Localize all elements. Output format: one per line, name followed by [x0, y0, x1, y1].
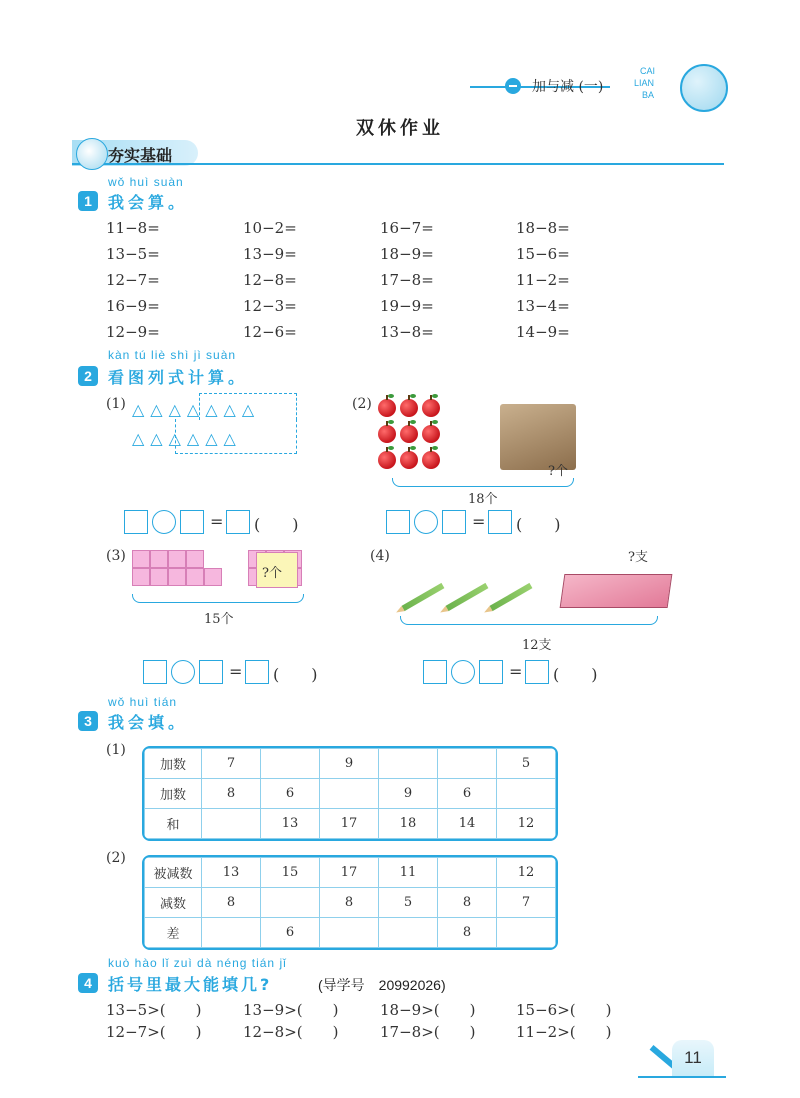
pencil-case-icon	[560, 574, 673, 608]
s2-part2-label: (2)	[352, 396, 372, 412]
s4-pinyin: kuò hào lǐ zuì dà néng tián jǐ	[108, 956, 287, 970]
equation-item: 12−3=	[243, 297, 297, 315]
s3-number-badge: 3	[78, 711, 98, 731]
equals-sign: =	[210, 512, 224, 531]
inequality-item: 11−2>( )	[516, 1023, 612, 1041]
table-cell[interactable]	[261, 749, 320, 779]
equation-item: 10−2=	[243, 219, 297, 237]
total-brace-4	[400, 616, 658, 625]
operator-circle[interactable]	[414, 510, 438, 534]
table-cell: 8	[202, 888, 261, 918]
total-label-4: 12支	[522, 638, 552, 653]
table-cell[interactable]	[497, 779, 556, 809]
equation-item: 17−8=	[380, 271, 434, 289]
table-cell[interactable]	[202, 809, 261, 839]
equation-item: 12−9=	[106, 323, 160, 341]
apple-icon	[422, 399, 440, 417]
table-cell[interactable]	[379, 918, 438, 948]
chapter-marker-icon	[505, 78, 521, 94]
answer-box[interactable]	[423, 660, 447, 684]
table-cell[interactable]	[379, 749, 438, 779]
table-cell: 5	[497, 749, 556, 779]
apple-icon	[378, 451, 396, 469]
table-cell: 9	[320, 749, 379, 779]
pencil-icon	[402, 583, 445, 611]
inequality-item: 13−5>( )	[106, 1001, 202, 1019]
table-cell: 17	[320, 809, 379, 839]
table-cell: 17	[320, 858, 379, 888]
banner-title: 夯实基础	[108, 146, 173, 165]
row-header: 加数	[145, 749, 202, 779]
equation-item: 16−9=	[106, 297, 160, 315]
equals-sign: =	[509, 662, 523, 681]
apple-icon	[422, 451, 440, 469]
unit-parentheses: ( )	[273, 665, 318, 684]
table-cell[interactable]	[261, 888, 320, 918]
kids-mascot-icon	[76, 138, 108, 170]
equation-item: 13−4=	[516, 297, 570, 315]
table-cell[interactable]	[202, 918, 261, 948]
table-cell[interactable]	[438, 749, 497, 779]
s4-number-badge: 4	[78, 973, 98, 993]
row-header: 减数	[145, 888, 202, 918]
inequality-item: 12−7>( )	[106, 1023, 202, 1041]
table-cell: 8	[202, 779, 261, 809]
row-header: 差	[145, 918, 202, 948]
cube-unknown-label: ?个	[262, 566, 282, 581]
apple-icon	[400, 451, 418, 469]
equals-sign: =	[229, 662, 243, 681]
unit-parentheses: ( )	[254, 515, 299, 534]
s4-title: 括号里最大能填几?	[108, 975, 273, 994]
table-cell: 13	[261, 809, 320, 839]
s2-part3-label: (3)	[106, 548, 126, 564]
table-cell: 8	[438, 888, 497, 918]
table-cell: 6	[261, 779, 320, 809]
apple-icon	[378, 399, 396, 417]
total-brace-3	[132, 594, 304, 603]
equation-item: 13−8=	[380, 323, 434, 341]
table-cell: 8	[320, 888, 379, 918]
answer-box[interactable]	[124, 510, 148, 534]
table-cell: 7	[202, 749, 261, 779]
table-cell: 12	[497, 858, 556, 888]
s3-part2-label: (2)	[106, 850, 126, 866]
answer-box[interactable]	[525, 660, 549, 684]
cube-block-left	[132, 550, 222, 586]
s2-title: 看图列式计算。	[108, 368, 249, 387]
unit-parentheses: ( )	[516, 515, 561, 534]
operator-circle[interactable]	[152, 510, 176, 534]
s2-part1-label: (1)	[106, 396, 126, 412]
operator-circle[interactable]	[171, 660, 195, 684]
total-brace-2	[392, 478, 574, 487]
answer-box[interactable]	[143, 660, 167, 684]
page-title: 双休作业	[356, 118, 444, 139]
s2-pinyin: kàn tú liè shì jì suàn	[108, 348, 237, 362]
inequality-item: 18−9>( )	[380, 1001, 476, 1019]
equation-item: 13−9=	[243, 245, 297, 263]
table-cell[interactable]	[497, 918, 556, 948]
table-cell[interactable]	[320, 918, 379, 948]
row-header: 和	[145, 809, 202, 839]
apple-icon	[400, 399, 418, 417]
equation-item: 11−8=	[106, 219, 160, 237]
pencil-icon	[446, 583, 489, 611]
table-cell: 15	[261, 858, 320, 888]
answer-box[interactable]	[245, 660, 269, 684]
subtraction-table	[142, 855, 558, 950]
s3-pinyin: wǒ huì tián	[108, 695, 178, 709]
table-cell[interactable]	[320, 779, 379, 809]
s2-number-badge: 2	[78, 366, 98, 386]
answer-box[interactable]	[442, 510, 466, 534]
pen-unknown-label: ?支	[628, 550, 648, 565]
inequality-item: 12−8>( )	[243, 1023, 339, 1041]
table-cell: 6	[261, 918, 320, 948]
operator-circle[interactable]	[451, 660, 475, 684]
table-cell: 7	[497, 888, 556, 918]
addition-table	[142, 746, 558, 841]
equation-item: 18−8=	[516, 219, 570, 237]
s1-title: 我会算。	[108, 193, 189, 212]
triangle-row-2: △△△△△△	[132, 429, 242, 448]
equation-item: 12−6=	[243, 323, 297, 341]
answer-box[interactable]	[180, 510, 204, 534]
apple-icon	[422, 425, 440, 443]
answer-box[interactable]	[226, 510, 250, 534]
page-number: 11	[672, 1040, 714, 1076]
equation-item: 18−9=	[380, 245, 434, 263]
chapter-title: 加与减 (一)	[532, 79, 604, 95]
inequality-item: 17−8>( )	[380, 1023, 476, 1041]
triangle-row-1: △△△△△△△	[132, 400, 261, 419]
total-label-3: 15个	[204, 612, 234, 627]
row-header: 加数	[145, 779, 202, 809]
table-cell: 5	[379, 888, 438, 918]
table-cell: 9	[379, 779, 438, 809]
s1-number-badge: 1	[78, 191, 98, 211]
equation-item: 14−9=	[516, 323, 570, 341]
box-unknown-label: ?个	[548, 464, 568, 479]
equals-sign: =	[472, 512, 486, 531]
row-header: 被减数	[145, 858, 202, 888]
equation-item: 16−7=	[380, 219, 434, 237]
globe-mascot-icon	[680, 64, 728, 112]
table-cell[interactable]	[438, 858, 497, 888]
inequality-item: 13−9>( )	[243, 1001, 339, 1019]
apple-icon	[378, 425, 396, 443]
table-cell: 8	[438, 918, 497, 948]
total-label-2: 18个	[468, 492, 498, 507]
table-cell: 6	[438, 779, 497, 809]
equation-item: 12−8=	[243, 271, 297, 289]
equation-item: 12−7=	[106, 271, 160, 289]
table-cell: 18	[379, 809, 438, 839]
table-cell: 11	[379, 858, 438, 888]
equation-item: 13−5=	[106, 245, 160, 263]
s2-part4-label: (4)	[370, 548, 390, 564]
apple-icon	[400, 425, 418, 443]
cai-lian-ba-logo: CAI LIAN BA	[620, 62, 728, 112]
page-number-rule	[638, 1076, 726, 1078]
answer-box[interactable]	[479, 660, 503, 684]
answer-box[interactable]	[386, 510, 410, 534]
pencil-icon	[490, 583, 533, 611]
equation-item: 15−6=	[516, 245, 570, 263]
table-cell: 12	[497, 809, 556, 839]
equation-item: 19−9=	[380, 297, 434, 315]
table-cell: 13	[202, 858, 261, 888]
s3-part1-label: (1)	[106, 742, 126, 758]
answer-box[interactable]	[488, 510, 512, 534]
table-cell: 14	[438, 809, 497, 839]
unit-parentheses: ( )	[553, 665, 598, 684]
guide-number: (导学号 20992026)	[318, 977, 446, 993]
s1-pinyin: wǒ huì suàn	[108, 175, 184, 189]
s3-title: 我会填。	[108, 713, 189, 732]
equation-item: 11−2=	[516, 271, 570, 289]
inequality-item: 15−6>( )	[516, 1001, 612, 1019]
answer-box[interactable]	[199, 660, 223, 684]
